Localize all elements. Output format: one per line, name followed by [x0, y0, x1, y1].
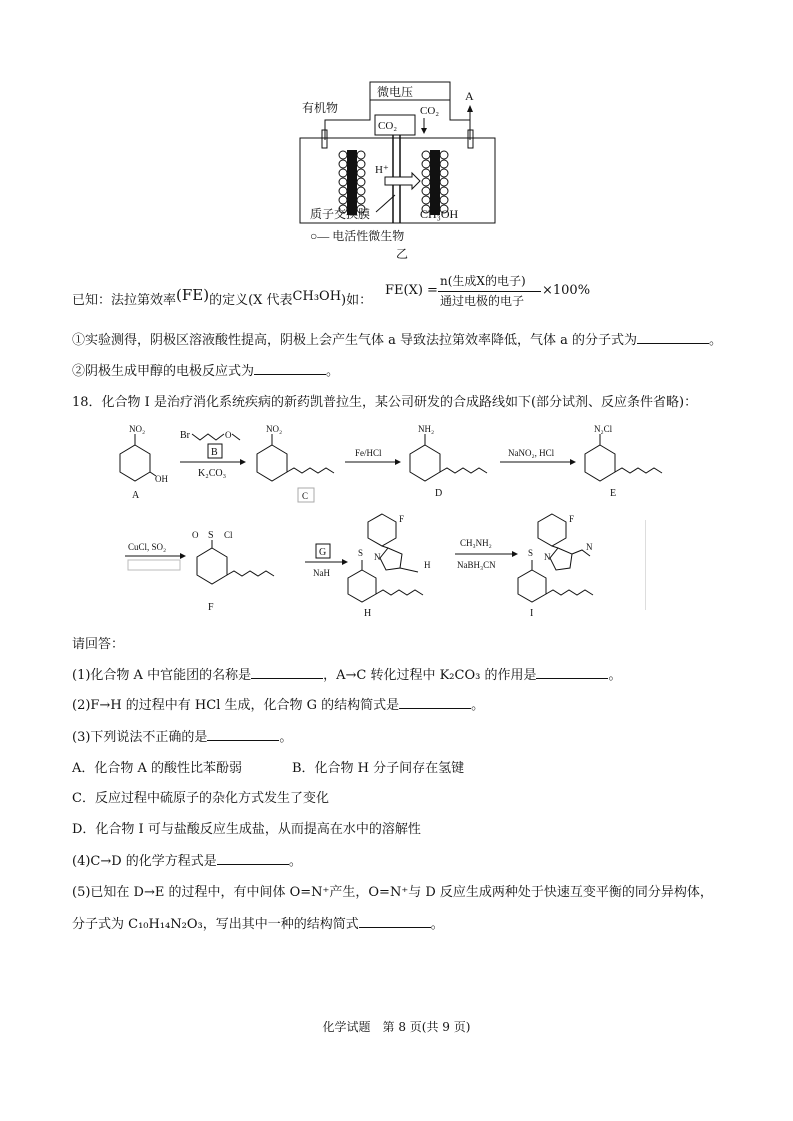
question-18-intro: 18．化合物 I 是治疗消化系统疾病的新药凯普拉生，某公司研发的合成路线如下(部分试剂、反应条件省略)：: [72, 395, 698, 410]
part-5-text: 分子式为 C₁₀H₁₄N₂O₃，写出其中一种的结构简式: [72, 917, 359, 932]
reagent-g: G: [319, 547, 327, 558]
option-b[interactable]: B．化合物 H 分子间存在氢键: [292, 761, 465, 776]
answer-blank[interactable]: [207, 728, 279, 741]
period: 。: [471, 698, 485, 713]
legend-label: ○— 电活性微生物: [310, 229, 405, 243]
label-c: C: [302, 491, 309, 501]
question-2-text: ②阴极生成甲醇的电极反应式为: [72, 364, 255, 379]
part-4-text: (4)C→D 的化学方程式是: [72, 854, 217, 869]
fe-multiplier: ×100%: [542, 283, 591, 298]
methanol-label: CH₃OH: [420, 207, 459, 221]
label-d: D: [435, 488, 443, 499]
answer-blank[interactable]: [254, 362, 326, 375]
option-d[interactable]: D．化合物 I 可与盐酸反应生成盐，从而提高在水中的溶解性: [72, 822, 421, 837]
part-3-text: (3)下列说法不正确的是: [72, 730, 208, 745]
ch3oh-term: CH₃OH: [292, 289, 342, 304]
answer-blank[interactable]: [637, 331, 709, 344]
period: 。: [709, 333, 723, 348]
reagent-b: B: [211, 447, 218, 458]
nitrogen-i: N: [544, 552, 551, 562]
part-1-text-b: ，A→C 转化过程中 K₂CO₃ 的作用是: [323, 668, 537, 683]
period: 。: [430, 917, 444, 932]
known-prefix: 已知：法拉第效率: [72, 293, 177, 308]
organic-label: 有机物: [302, 101, 339, 115]
h-plus-label: H⁺: [375, 164, 389, 176]
synthesis-scheme-row-2: [120, 510, 680, 620]
option-a[interactable]: A．化合物 A 的酸性比苯酚弱: [72, 761, 243, 776]
period: 。: [288, 854, 302, 869]
br-group: Br: [180, 430, 190, 441]
amine-n: N: [586, 542, 593, 552]
page-footer: 化学试题 第 8 页(共 9 页): [322, 1020, 471, 1034]
answer-blank[interactable]: [217, 852, 289, 865]
answer-blank[interactable]: [536, 666, 608, 679]
fe-term: (FE): [176, 286, 210, 304]
period: 。: [326, 364, 340, 379]
label-e: E: [610, 488, 617, 499]
part-4: [72, 852, 302, 871]
question-1-text: ①实验测得，阴极区溶液酸性提高，阴极上会产生气体 a 导致法拉第效率降低，气体 a 的分子式为: [72, 333, 638, 348]
period: 。: [608, 668, 622, 683]
label-h: H: [364, 608, 372, 619]
sulfur-f: S: [208, 530, 214, 541]
ether-o: O: [225, 430, 232, 440]
no2-group-c: NO₂: [266, 424, 283, 434]
part-1: [72, 666, 621, 685]
electrolysis-diagram: [290, 80, 520, 265]
co2-right-label: CO₂: [420, 105, 440, 117]
answer-blank[interactable]: [359, 915, 431, 928]
period: 。: [279, 730, 293, 745]
part-1-text-a: (1)化合物 A 中官能团的名称是: [72, 668, 252, 683]
synthesis-scheme-row-1: [100, 420, 700, 510]
label-a: A: [132, 490, 140, 501]
co2-left-label: CO₂: [378, 120, 398, 132]
label-i: I: [530, 608, 534, 619]
diagram-caption: 乙: [395, 247, 409, 261]
part-5-line-1: (5)已知在 D→E 的过程中，有中间体 O=N⁺产生，O=N⁺与 D 反应生成两种处于快速互变平衡的同分异构体，: [72, 885, 713, 900]
voltage-label: 微电压: [376, 85, 414, 99]
ask-label: 请回答：: [72, 637, 125, 652]
nitrogen-h: N: [374, 552, 381, 562]
nabh3cn-reagent: NaBH₃CN: [457, 560, 496, 570]
oh-group: OH: [155, 474, 168, 484]
chloride: Cl: [224, 530, 233, 540]
no2-group-a: NO₂: [129, 424, 146, 434]
n2cl-group: N₂Cl: [594, 424, 613, 434]
answer-blank[interactable]: [399, 696, 471, 709]
sulfonyl-o1: O: [192, 530, 199, 540]
fe-formula-left: FE(X) =: [385, 283, 438, 298]
part-3: [72, 728, 292, 747]
part-2: [72, 696, 484, 715]
part-2-text: (2)F→H 的过程中有 HCl 生成，化合物 G 的结构简式是: [72, 698, 400, 713]
known-line: [72, 286, 373, 310]
fluoro-h: F: [399, 514, 405, 524]
k2co3-reagent: K₂CO₃: [198, 468, 227, 479]
answer-blank[interactable]: [251, 666, 323, 679]
part-5-line-2: [72, 915, 444, 934]
cucl-reagent: CuCl, SO₂: [128, 542, 167, 552]
sulfur-h: S: [358, 548, 364, 558]
question-2: [72, 362, 339, 381]
known-def: 的定义(X 代表: [209, 293, 293, 308]
ch3nh2-reagent: CH₃NH₂: [460, 538, 492, 548]
aldehyde-h: H: [424, 560, 431, 570]
nah-reagent: NaH: [313, 568, 330, 578]
membrane-label: 质子交换膜: [310, 207, 371, 221]
question-1: [72, 331, 722, 350]
option-c[interactable]: C．反应过程中硫原子的杂化方式发生了变化: [72, 791, 329, 806]
known-suffix: )如：: [341, 293, 373, 308]
fe-hcl-reagent: Fe/HCl: [355, 448, 382, 458]
divider: [645, 520, 646, 610]
fluoro-i: F: [569, 514, 575, 524]
nano2-reagent: NaNO₂, HCl: [508, 448, 555, 458]
fe-denominator: 通过电极的电子: [440, 294, 525, 308]
sulfur-i: S: [528, 548, 534, 558]
label-f: F: [208, 602, 214, 613]
fe-numerator: n(生成X的电子): [440, 274, 526, 288]
nh2-group: NH₂: [418, 424, 435, 434]
a-label: A: [465, 89, 474, 103]
